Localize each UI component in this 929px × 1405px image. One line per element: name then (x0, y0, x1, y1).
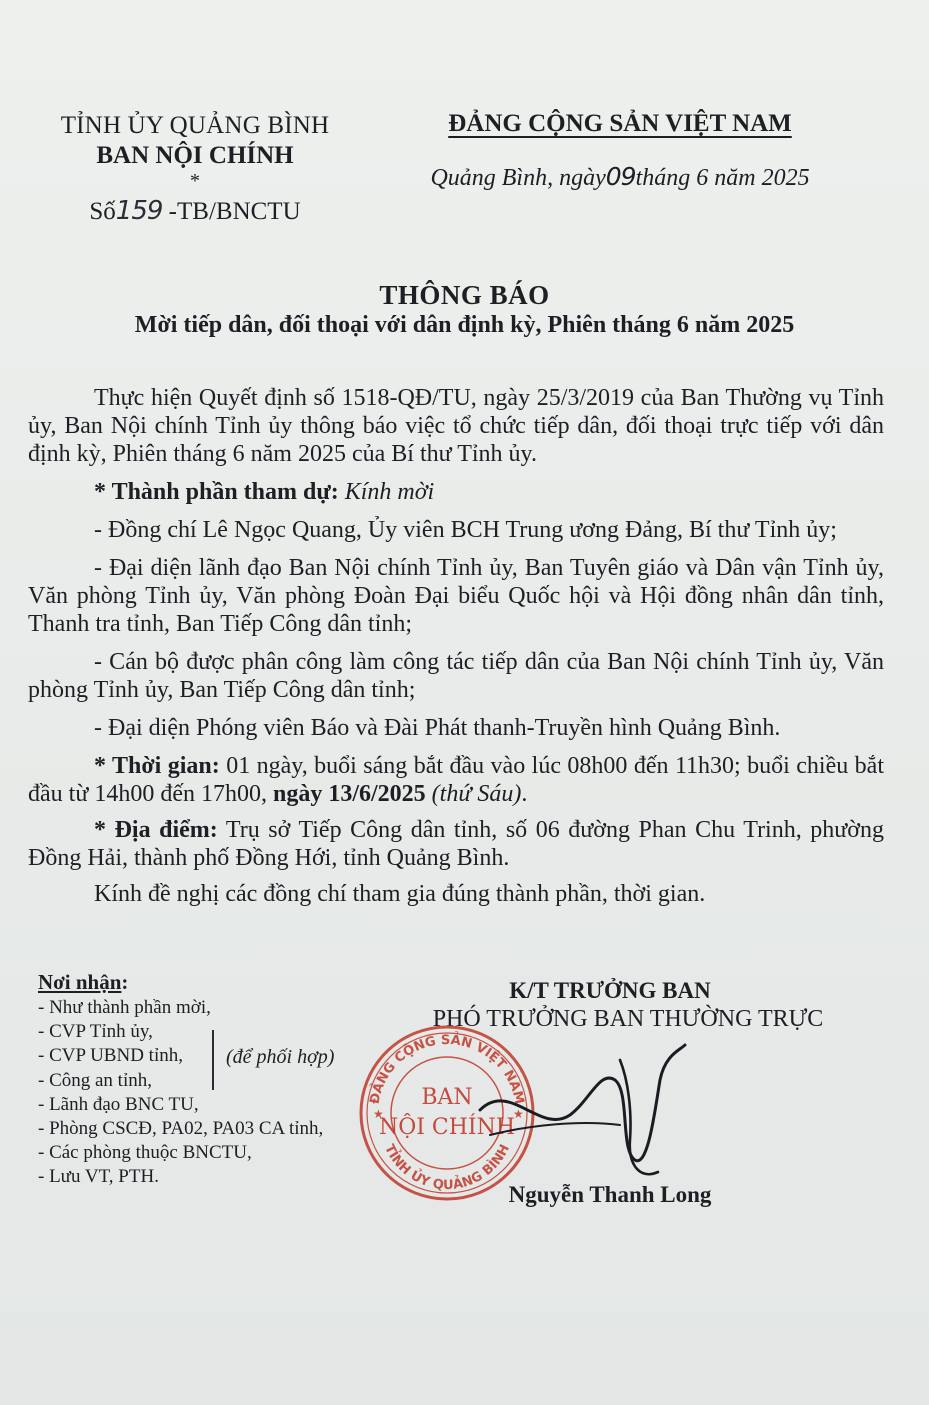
recipient-item: - CVP Tỉnh ủy, (38, 1021, 153, 1043)
recipient-item: - Các phòng thuộc BNCTU, (38, 1142, 252, 1164)
participant-item: - Đồng chí Lê Ngọc Quang, Ủy viên BCH Trung ương Đảng, Bí thư Tỉnh ủy; (94, 517, 837, 543)
header-star: * (190, 170, 200, 192)
time-paragraph (28, 752, 884, 808)
participants-heading (28, 478, 884, 506)
recipients-title-text: Nơi nhận (38, 970, 122, 994)
seal-ring-bottom: TỈNH ỦY QUẢNG BÌNH (381, 1142, 513, 1194)
signature-title-2: PHÓ TRƯỞNG BAN THƯỜNG TRỰC (432, 1006, 824, 1032)
time-label: * Thời gian: (94, 753, 220, 779)
issuing-organization (40, 112, 350, 226)
recipient-item: - Công an tỉnh, (38, 1069, 152, 1091)
recipients-title (38, 970, 128, 995)
time-text: 01 ngày, buổi sáng bắt đầu vào lúc 08h00 đến 11h30; buổi chiều bắt đầu từ 14h00 đến 17h00, (28, 753, 884, 807)
participants-note: Kính mời (344, 479, 435, 505)
seal-center-2: NỘI CHÍNH (378, 1115, 516, 1140)
participant-item: - Đại diện Phóng viên Báo và Đài Phát thanh-Truyền hình Quảng Bình. (94, 715, 781, 741)
recipient-item: - Phòng CSCĐ, PA02, PA03 CA tỉnh, (38, 1118, 324, 1140)
document-body (28, 384, 884, 918)
date-line (380, 162, 860, 192)
party-header (380, 110, 860, 192)
party-name: ĐẢNG CỘNG SẢN VIỆT NAM (448, 110, 792, 137)
doc-no-suffix: -TB/BNCTU (168, 198, 301, 225)
svg-text:★: ★ (513, 1107, 524, 1121)
participants-label: * Thành phần tham dự: (94, 479, 339, 505)
seal-center-1: BAN (421, 1085, 473, 1110)
date-prefix: Quảng Bình, ngày (430, 165, 606, 191)
time-end: . (521, 781, 528, 807)
date-day-handwritten: 09 (605, 162, 636, 191)
doc-no-prefix: Số (89, 198, 116, 225)
seal-ring-top: ĐẢNG CỘNG SẢN VIỆT NAM (367, 1032, 527, 1106)
recipients-title-colon: : (121, 970, 129, 994)
coordination-brace (212, 1030, 214, 1090)
signer-name: Nguyễn Thanh Long (508, 1182, 712, 1207)
document-subtitle: Mời tiếp dân, đối thoại với dân định kỳ, Phiên tháng 6 năm 2025 (134, 312, 795, 338)
date-suffix: tháng 6 năm 2025 (635, 165, 810, 191)
place-label: * Địa điểm: (94, 817, 218, 843)
recipient-item: - Lãnh đạo BNC TU, (38, 1093, 199, 1115)
document-title: THÔNG BÁO (379, 280, 550, 310)
doc-no-handwritten: 159 (115, 196, 163, 226)
recipient-item: - Như thành phần mời, (38, 997, 211, 1018)
coordination-note: (để phối hợp) (226, 1046, 335, 1068)
svg-text:★: ★ (373, 1107, 384, 1121)
closing-paragraph: Kính đề nghị các đồng chí tham gia đúng thành phần, thời gian. (94, 881, 706, 907)
signature-title-1: K/T TRƯỞNG BAN (509, 978, 711, 1003)
time-weekday: (thứ Sáu) (431, 781, 522, 807)
org-line-1: TỈNH ỦY QUẢNG BÌNH (60, 112, 330, 139)
recipient-item: - Lưu VT, PTH. (38, 1166, 159, 1188)
time-date: ngày 13/6/2025 (272, 781, 426, 807)
recipient-item: - CVP UBND tỉnh, (38, 1045, 183, 1067)
intro-paragraph: Thực hiện Quyết định số 1518-QĐ/TU, ngày 25/3/2019 của Ban Thường vụ Tỉnh ủy, Ban Nội chính Tỉnh ủy thông báo việc tổ chức tiếp dân, đối thoại trực tiếp với dân định kỳ, Phiên tháng 6 năm 2025 của Bí thư Tỉnh ủy. (28, 385, 884, 467)
org-line-2: BAN NỘI CHÍNH (96, 142, 294, 169)
handwritten-signature (470, 1040, 700, 1190)
place-paragraph (28, 816, 884, 872)
participant-item: - Đại diện lãnh đạo Ban Nội chính Tỉnh ủy, Ban Tuyên giáo và Dân vận Tỉnh ủy, Văn phòng Tỉnh ủy, Văn phòng Đoàn Đại biểu Quốc hội và Hội đồng nhân dân tỉnh, Thanh tra tỉnh, Ban Tiếp Công dân tỉnh; (28, 555, 884, 637)
place-text: Trụ sở Tiếp Công dân tỉnh, số 06 đường Phan Chu Trinh, phường Đồng Hải, thành phố Đồng Hới, tỉnh Quảng Bình. (28, 817, 884, 871)
recipients-list (38, 996, 323, 1190)
document-number (40, 196, 350, 226)
participant-item: - Cán bộ được phân công làm công tác tiếp dân của Ban Nội chính Tỉnh ủy, Văn phòng Tỉnh ủy, Ban Tiếp Công dân tỉnh; (28, 649, 884, 703)
